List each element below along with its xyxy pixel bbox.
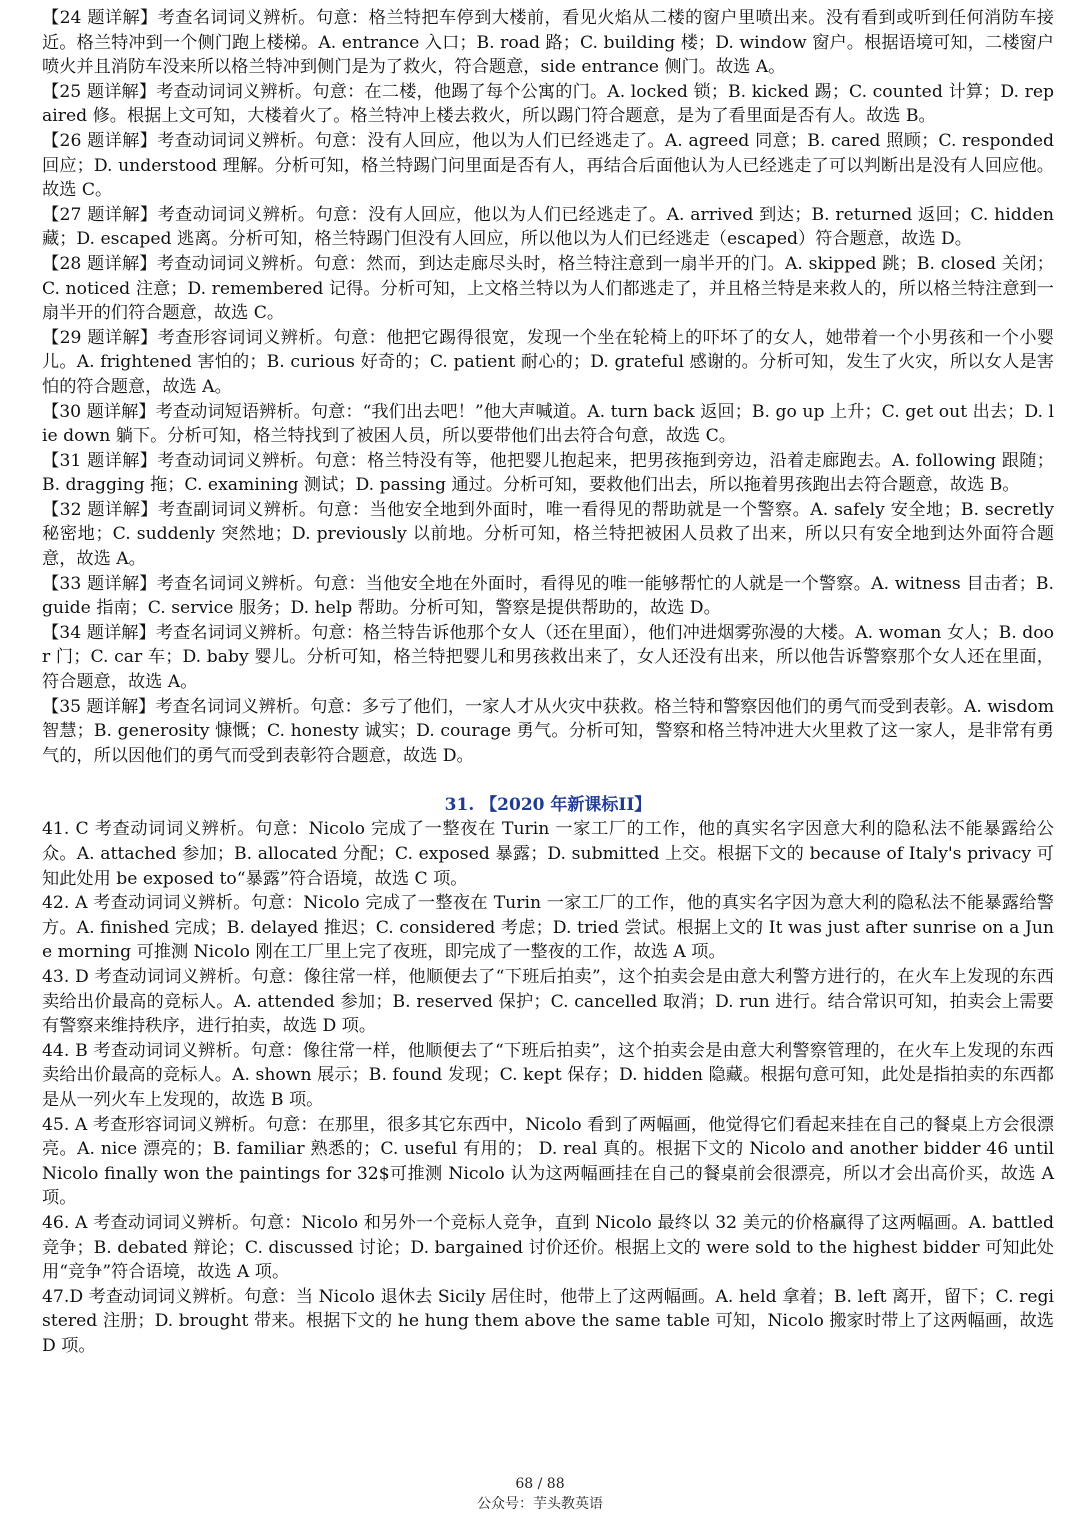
answer-41: 41. C 考查动词词义辨析。句意：Nicolo 完成了一整夜在 Turin 一家工厂的工作，他的真实名字因意大利的隐私法不能暴露给公众。A. attached 参加；B. allocated 分配；C. exposed 暴露；D. submitted 上交。根据下文的 because of Italy's privacy 可知此处用 be exposed to“暴露”符合语境，故选 C 项。	[42, 819, 1054, 889]
answer-47: 47.D 考查动词词义辨析。句意：当 Nicolo 退休去 Sicily 居住时，他带上了这两幅画。A. held 拿着；B. left 离开，留下；C. registered 注册；D. brought 带来。根据下文的 he hung them above the same table 可知，Nicolo 搬家时带上了这两幅画，故选 D 项。	[42, 1286, 1054, 1356]
account-name: 公众号：芋头教英语	[477, 1496, 603, 1512]
explanation-29: 【29 题详解】考查形容词词义辨析。句意：他把它踢得很宽，发现一个坐在轮椅上的吓坏了的女人，她带着一个小男孩和一个小婴儿。A. frightened 害怕的；B. curious 好奇的；C. patient 耐心的；D. grateful 感谢的。分析可知，发生了火灾，所以女人是害怕的符合题意，故选 A。	[42, 327, 1054, 397]
explanations-24-35	[42, 6, 1054, 768]
explanation-24: 【24 题详解】考查名词词义辨析。句意：格兰特把车停到大楼前，看见火焰从二楼的窗户里喷出来。没有看到或听到任何消防车接近。格兰特冲到一个侧门跑上楼梯。A. entrance 入口；B. road 路；C. building 楼；D. window 窗户。根据语境可知，二楼窗户喷火并且消防车没来所以格兰特冲到侧门是为了救火，符合题意，side entrance 侧门。故选 A。	[42, 8, 1054, 78]
section-heading: 31. 【2020 年新课标II】	[444, 795, 652, 816]
explanation-33: 【33 题详解】考查名词词义辨析。句意：当他安全地在外面时，看得见的唯一能够帮忙的人就是一个警察。A. witness 目击者；B. guide 指南；C. service 服务；D. help 帮助。分析可知，警察是提供帮助的，故选 D。	[42, 573, 1054, 619]
answer-43: 43. D 考查动词词义辨析。句意：像往常一样，他顺便去了“下班后拍卖”，这个拍卖会是由意大利警方进行的，在火车上发现的东西卖给出价最高的竞标人。A. attended 参加；B. reserved 保护；C. cancelled 取消；D. run 进行。结合常识可知，拍卖会上需要有警察来维持秩序，进行拍卖，故选 D 项。	[42, 966, 1054, 1037]
answer-45: 45. A 考查形容词词义辨析。句意：在那里，很多其它东西中，Nicolo 看到了两幅画，他觉得它们看起来挂在自己的餐桌上方会很漂亮。A. nice 漂亮的；B. familiar 熟悉的；C. useful 有用的； D. real 真的。根据下文的 Nicolo and another bidder 46 until Nicolo finally won the paintings for 32$可推测 Nicolo 认为这两幅画挂在自己的餐桌前会很漂亮，所以才会出高价买，故选 A 项。	[42, 1114, 1054, 1209]
explanation-30: 【30 题详解】考查动词短语辨析。句意：“我们出去吧！”他大声喊道。A. turn back 返回；B. go up 上升；C. get out 出去；D. lie down 躺下。分析可知，格兰特找到了被困人员，所以要带他们出去符合句意，故选 C。	[42, 401, 1054, 447]
answers-41-47	[42, 817, 1054, 1358]
explanation-26: 【26 题详解】考查动词词义辨析。句意：没有人回应，他以为人们已经逃走了。A. agreed 同意；B. cared 照顾；C. responded 回应；D. understood 理解。分析可知，格兰特踢门问里面是否有人，再结合后面他认为人已经逃走了可以判断出是没有人回应他。故选 C。	[42, 130, 1054, 201]
page-footer	[0, 1474, 1080, 1514]
answer-44: 44. B 考查动词词义辨析。句意：像往常一样，他顺便去了“下班后拍卖”，这个拍卖会是由意大利警察管理的，在火车上发现的东西卖给出价最高的竞标人。A. shown 展示；B. found 发现；C. kept 保存；D. hidden 隐藏。根据句意可知，此处是指拍卖的东西都是从一列火车上发现的，故选 B 项。	[42, 1040, 1054, 1110]
answer-42: 42. A 考查动词词义辨析。句意：Nicolo 完成了一整夜在 Turin 一家工厂的工作，他的真实名字因为意大利的隐私法不能暴露给警方。A. finished 完成；B. delayed 推迟；C. considered 考虑；D. tried 尝试。根据上文的 It was just after sunrise on a June morning 可推测 Nicolo 刚在工厂里上完了夜班，即完成了一整夜的工作，故选 A 项。	[42, 893, 1054, 963]
page-number: 68 / 88	[515, 1476, 565, 1492]
explanation-32: 【32 题详解】考查副词词义辨析。句意：当他安全地到外面时，唯一看得见的帮助就是一个警察。A. safely 安全地；B. secretly 秘密地；C. suddenly 突然地；D. previously 以前地。分析可知，格兰特把被困人员救了出来，所以只有安全地到达外面符合题意，故选 A。	[42, 499, 1054, 570]
explanation-25: 【25 题详解】考查动词词义辨析。句意：在二楼，他踢了每个公寓的门。A. locked 锁；B. kicked 踢；C. counted 计算；D. repaired 修。根据上文可知，大楼着火了。格兰特冲上楼去救火，所以踢门符合题意，是为了看里面是否有人。故选 B。	[42, 81, 1054, 127]
document-body	[42, 0, 1054, 1358]
answer-46: 46. A 考查动词词义辨析。句意：Nicolo 和另外一个竞标人竞争，直到 Nicolo 最终以 32 美元的价格赢得了这两幅画。A. battled 竞争；B. debated 辩论；C. discussed 讨论；D. bargained 讨价还价。根据上文的 were sold to the highest bidder 可知此处用“竞争”符合语境，故选 A 项。	[42, 1212, 1054, 1283]
explanation-35: 【35 题详解】考查名词词义辨析。句意：多亏了他们，一家人才从火灾中获救。格兰特和警察因他们的勇气而受到表彰。A. wisdom 智慧；B. generosity 慷慨；C. honesty 诚实；D. courage 勇气。分析可知，警察和格兰特冲进大火里救了这一家人，是非常有勇气的，所以因他们的勇气而受到表彰符合题意，故选 D。	[42, 696, 1054, 766]
explanation-34: 【34 题详解】考查名词词义辨析。句意：格兰特告诉他那个女人（还在里面），他们冲进烟雾弥漫的大楼。A. woman 女人；B. door 门；C. car 车；D. baby 婴儿。分析可知，格兰特把婴儿和男孩救出来了，女人还没有出来，所以他告诉警察那个女人还在里面，符合题意，故选 A。	[42, 622, 1054, 693]
explanation-28: 【28 题详解】考查动词词义辨析。句意：然而，到达走廊尽头时，格兰特注意到一扇半开的门。A. skipped 跳；B. closed 关闭；C. noticed 注意；D. remembered 记得。分析可知，上文格兰特以为人们都逃走了，并且格兰特是来救人的，所以格兰特注意到一扇半开的们符合题意，故选 C。	[42, 253, 1054, 324]
explanation-27: 【27 题详解】考查动词词义辨析。句意：没有人回应，他以为人们已经逃走了。A. arrived 到达；B. returned 返回；C. hidden 藏；D. escaped 逃离。分析可知，格兰特踢门但没有人回应，所以他以为人们已经逃走（escaped）符合题意，故选 D。	[42, 204, 1054, 250]
explanation-31: 【31 题详解】考查动词词义辨析。句意：格兰特没有等，他把婴儿抱起来，把男孩拖到旁边，沿着走廊跑去。A. following 跟随；B. dragging 拖；C. examining 测试；D. passing 通过。分析可知，要救他们出去，所以拖着男孩跑出去符合题意，故选 B。	[42, 450, 1054, 496]
